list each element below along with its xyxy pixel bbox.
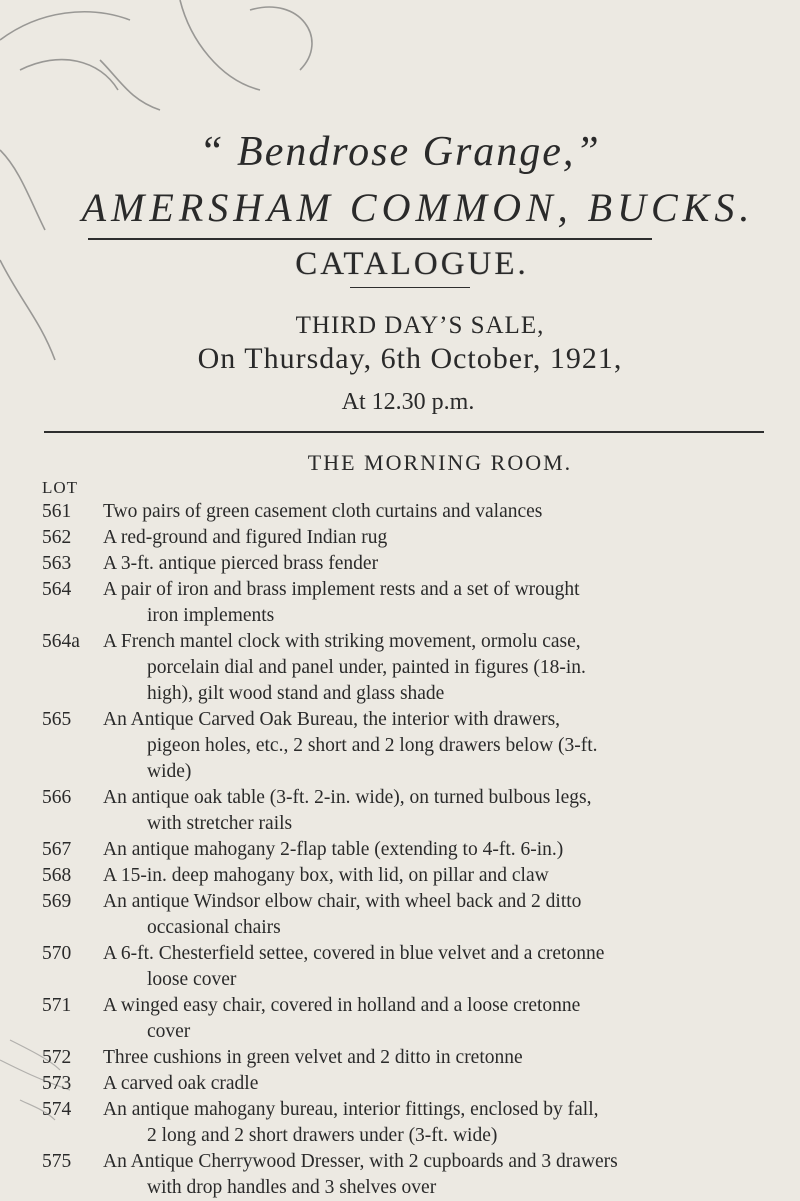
- lot-description-line: with stretcher rails: [147, 813, 293, 834]
- lot-description-line: wide): [147, 761, 192, 782]
- lot-number: 566: [42, 787, 72, 808]
- lot-description-line: An Antique Cherrywood Dresser, with 2 cupboards and 3 drawers: [103, 1151, 618, 1172]
- lot-item: [0, 837, 800, 863]
- lot-number: 564a: [42, 631, 80, 652]
- lot-description-line: Two pairs of green casement cloth curtains and valances: [103, 501, 543, 522]
- lot-item: [0, 993, 800, 1045]
- sale-title: THIRD DAY’S SALE,: [295, 312, 545, 339]
- lot-number: 562: [42, 527, 72, 548]
- lot-item: [0, 577, 800, 629]
- lot-description-line: porcelain dial and panel under, painted in figures (18-in.: [147, 657, 586, 678]
- lot-description: [103, 577, 763, 629]
- lot-description: [103, 863, 763, 889]
- lot-item: [0, 1045, 800, 1071]
- lot-column-heading: LOT: [42, 478, 79, 497]
- lot-description-line: A French mantel clock with striking movement, ormolu case,: [103, 631, 581, 652]
- lot-description: [103, 499, 763, 525]
- divider: [44, 431, 764, 433]
- lot-description-line: 2 long and 2 short drawers under (3-ft. wide): [147, 1125, 498, 1146]
- lot-description: [103, 1149, 763, 1201]
- lot-description: [103, 629, 763, 707]
- lot-item: [0, 1071, 800, 1097]
- lot-description-line: pigeon holes, etc., 2 short and 2 long drawers below (3-ft.: [147, 735, 598, 756]
- lot-number: 568: [42, 865, 72, 886]
- house-name: “ Bendrose Grange,”: [199, 129, 601, 175]
- lot-item: [0, 1097, 800, 1149]
- lot-description-line: An antique Windsor elbow chair, with wheel back and 2 ditto: [103, 891, 582, 912]
- lot-number: 563: [42, 553, 72, 574]
- lot-list: [0, 499, 800, 1201]
- lot-item: [0, 1149, 800, 1201]
- lot-description-line: A pair of iron and brass implement rests and a set of wrought: [103, 579, 580, 600]
- lot-item: [0, 629, 800, 707]
- sale-date: On Thursday, 6th October, 1921,: [197, 342, 623, 375]
- lot-item: [0, 941, 800, 993]
- lot-description-line: high), gilt wood stand and glass shade: [147, 683, 445, 704]
- lot-description: [103, 889, 763, 941]
- lot-item: [0, 525, 800, 551]
- lot-description: [103, 1045, 763, 1071]
- divider: [88, 238, 652, 240]
- sale-time: At 12.30 p.m.: [341, 389, 475, 415]
- lot-item: [0, 707, 800, 785]
- lot-number: 573: [42, 1073, 72, 1094]
- lot-description-line: An antique oak table (3-ft. 2-in. wide), on turned bulbous legs,: [103, 787, 592, 808]
- lot-description-line: occasional chairs: [147, 917, 281, 938]
- place-name: AMERSHAM COMMON, BUCKS.: [81, 185, 755, 230]
- lot-description: [103, 941, 763, 993]
- lot-number: 572: [42, 1047, 72, 1068]
- lot-description: [103, 707, 763, 785]
- lot-item: [0, 499, 800, 525]
- lot-number: 571: [42, 995, 72, 1016]
- lot-item: [0, 889, 800, 941]
- lot-description-line: loose cover: [147, 969, 237, 990]
- lot-description-line: with drop handles and 3 shelves over: [147, 1177, 437, 1198]
- lot-description: [103, 1071, 763, 1097]
- lot-description-line: A carved oak cradle: [103, 1073, 259, 1094]
- lot-description-line: A 15-in. deep mahogany box, with lid, on pillar and claw: [103, 865, 549, 886]
- lot-description-line: A red-ground and figured Indian rug: [103, 527, 388, 548]
- lot-description: [103, 1097, 763, 1149]
- lot-number: 570: [42, 943, 72, 964]
- room-heading: THE MORNING ROOM.: [307, 450, 573, 475]
- lot-number: 575: [42, 1151, 72, 1172]
- lot-item: [0, 785, 800, 837]
- lot-number: 561: [42, 501, 72, 522]
- lot-number: 574: [42, 1099, 72, 1120]
- lot-description-line: A 3-ft. antique pierced brass fender: [103, 553, 379, 574]
- divider: [350, 287, 470, 288]
- lot-description: [103, 785, 763, 837]
- lot-description: [103, 525, 763, 551]
- catalogue-title: CATALOGUE.: [295, 246, 529, 282]
- lot-item: [0, 863, 800, 889]
- lot-number: 564: [42, 579, 72, 600]
- lot-description: [103, 837, 763, 863]
- lot-description-line: An Antique Carved Oak Bureau, the interior with drawers,: [103, 709, 561, 730]
- lot-number: 567: [42, 839, 72, 860]
- lot-number: 565: [42, 709, 72, 730]
- lot-description-line: iron implements: [147, 605, 275, 626]
- lot-description-line: An antique mahogany bureau, interior fittings, enclosed by fall,: [103, 1099, 599, 1120]
- lot-number: 569: [42, 891, 72, 912]
- lot-description-line: Three cushions in green velvet and 2 ditto in cretonne: [103, 1047, 523, 1068]
- lot-item: [0, 551, 800, 577]
- lot-description: [103, 993, 763, 1045]
- lot-description-line: An antique mahogany 2-flap table (extending to 4-ft. 6-in.): [103, 839, 564, 860]
- lot-description: [103, 551, 763, 577]
- lot-description-line: A winged easy chair, covered in holland and a loose cretonne: [103, 995, 581, 1016]
- lot-description-line: A 6-ft. Chesterfield settee, covered in blue velvet and a cretonne: [103, 943, 605, 964]
- lot-description-line: cover: [147, 1021, 191, 1042]
